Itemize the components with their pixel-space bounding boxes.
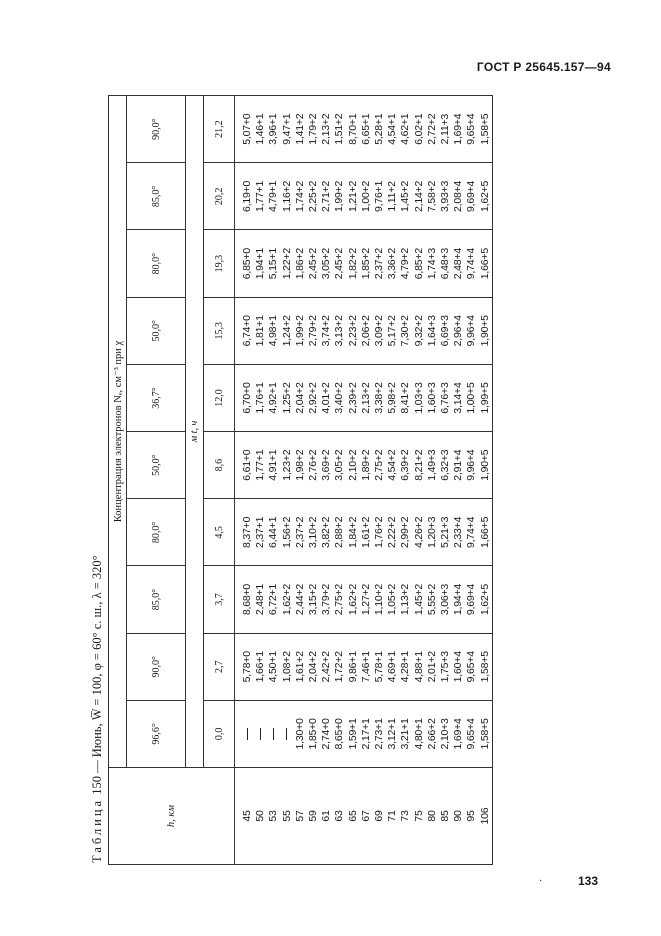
value-cell: 1,76+2 <box>373 499 386 566</box>
dash-mark <box>260 728 261 740</box>
value-cell: 2,45+2 <box>307 230 320 297</box>
angle-header: 80,0° <box>127 499 186 566</box>
value-cell: 3,96+1 <box>267 96 280 163</box>
value-cell: 1,20+3 <box>426 499 439 566</box>
height-cell: 95 <box>465 768 478 865</box>
time-label: м t, ч <box>186 96 204 768</box>
value-cell: 3,82+2 <box>320 499 333 566</box>
table-row <box>413 96 426 865</box>
value-cell: 2,14+2 <box>413 163 426 230</box>
value-cell: 1,85+2 <box>360 230 373 297</box>
value-cell: 1,58+5 <box>479 633 493 700</box>
value-cell: 3,09+2 <box>373 297 386 364</box>
value-cell: 1,85+0 <box>307 700 320 767</box>
value-cell: 6,76+3 <box>439 364 452 431</box>
angle-header: 80,0° <box>127 230 186 297</box>
value-cell: 1,56+2 <box>281 499 294 566</box>
value-cell: 4,50+1 <box>267 633 280 700</box>
value-cell: 2,04+2 <box>307 633 320 700</box>
value-cell: 2,75+2 <box>373 432 386 499</box>
value-cell: 2,73+1 <box>373 700 386 767</box>
value-cell: 2,48+1 <box>254 566 267 633</box>
height-cell: 61 <box>320 768 333 865</box>
table-body <box>235 96 493 865</box>
height-cell: 67 <box>360 768 373 865</box>
group-header: Концентрация электронов Nₑ, см⁻³ при χ <box>109 96 127 768</box>
value-cell: 1,62+5 <box>479 566 493 633</box>
value-cell: 2,01+2 <box>426 633 439 700</box>
table-caption-prefix: Таблица <box>90 797 104 863</box>
value-cell: 4,98+1 <box>267 297 280 364</box>
height-cell: 80 <box>426 768 439 865</box>
value-cell: 2,04+2 <box>294 364 307 431</box>
empty-value-cell <box>235 700 255 767</box>
value-cell: 1,77+1 <box>254 432 267 499</box>
table-caption-main: 150 — Июнь, W̅ = 100, φ = 60° с. ш., λ = 320° <box>90 555 104 795</box>
value-cell: 8,70+1 <box>347 96 360 163</box>
value-cell: 8,41+2 <box>399 364 412 431</box>
table-row <box>267 96 280 865</box>
value-cell: 1,03+3 <box>413 364 426 431</box>
value-cell: 1,62+2 <box>347 566 360 633</box>
value-cell: 4,80+1 <box>413 700 426 767</box>
value-cell: 1,23+2 <box>281 432 294 499</box>
table-caption <box>86 95 108 865</box>
height-cell: 90 <box>452 768 465 865</box>
table-row <box>333 96 346 865</box>
value-cell: 1,41+2 <box>294 96 307 163</box>
value-cell: 1,11+2 <box>386 163 399 230</box>
value-cell: 9,76+1 <box>373 163 386 230</box>
table-row <box>399 96 412 865</box>
value-cell: 4,26+2 <box>413 499 426 566</box>
value-cell: 5,78+1 <box>373 633 386 700</box>
value-cell: 4,54+2 <box>386 432 399 499</box>
value-cell: 1,61+2 <box>360 499 373 566</box>
height-cell: 63 <box>333 768 346 865</box>
table-row <box>254 96 267 865</box>
value-cell: 2,06+2 <box>360 297 373 364</box>
angle-header: 85,0° <box>127 163 186 230</box>
value-cell: 2,10+2 <box>347 432 360 499</box>
value-cell: 2,13+2 <box>320 96 333 163</box>
time-header: 12,0 <box>204 364 235 431</box>
value-cell: 2,22+2 <box>386 499 399 566</box>
table-row <box>452 96 465 865</box>
value-cell: 1,76+1 <box>254 364 267 431</box>
value-cell: 3,38+2 <box>373 364 386 431</box>
value-cell: 1,81+1 <box>254 297 267 364</box>
time-header: 15,3 <box>204 297 235 364</box>
height-cell: 85 <box>439 768 452 865</box>
value-cell: 1,69+4 <box>452 700 465 767</box>
height-cell: 53 <box>267 768 280 865</box>
value-cell: 5,17+2 <box>386 297 399 364</box>
value-cell: 3,36+2 <box>386 230 399 297</box>
table-row <box>373 96 386 865</box>
value-cell: 5,28+1 <box>373 96 386 163</box>
empty-value-cell <box>254 700 267 767</box>
value-cell: 9,32+2 <box>413 297 426 364</box>
value-cell: 7,58+2 <box>426 163 439 230</box>
value-cell: 1,69+4 <box>452 96 465 163</box>
value-cell: 1,00+2 <box>360 163 373 230</box>
value-cell: 3,69+2 <box>320 432 333 499</box>
value-cell: 4,01+2 <box>320 364 333 431</box>
value-cell: 1,05+2 <box>386 566 399 633</box>
value-cell: 3,74+2 <box>320 297 333 364</box>
angle-header: 96,6° <box>127 700 186 767</box>
angle-header: 90,0° <box>127 633 186 700</box>
value-cell: 5,07+0 <box>235 96 255 163</box>
height-cell: 73 <box>399 768 412 865</box>
value-cell: 6,48+3 <box>439 230 452 297</box>
time-header: 21,2 <box>204 96 235 163</box>
value-cell: 6,70+0 <box>235 364 255 431</box>
value-cell: 1,62+5 <box>479 163 493 230</box>
value-cell: 6,69+3 <box>439 297 452 364</box>
value-cell: 1,45+2 <box>399 163 412 230</box>
value-cell: 3,05+2 <box>333 432 346 499</box>
rotated-table-block <box>86 95 516 865</box>
empty-value-cell <box>267 700 280 767</box>
value-cell: 1,21+2 <box>347 163 360 230</box>
value-cell: 1,13+2 <box>399 566 412 633</box>
value-cell: 1,62+2 <box>281 566 294 633</box>
time-header: 8,6 <box>204 432 235 499</box>
time-header: 2,7 <box>204 633 235 700</box>
value-cell: 7,46+1 <box>360 633 373 700</box>
value-cell: 1,74+2 <box>294 163 307 230</box>
value-cell: 1,99+2 <box>294 297 307 364</box>
value-cell: 2,76+2 <box>307 432 320 499</box>
value-cell: 2,74+0 <box>320 700 333 767</box>
value-cell: 1,08+2 <box>281 633 294 700</box>
value-cell: 2,13+2 <box>360 364 373 431</box>
value-cell: 9,69+4 <box>465 163 478 230</box>
value-cell: 8,68+0 <box>235 566 255 633</box>
value-cell: 1,79+2 <box>307 96 320 163</box>
value-cell: 2,33+4 <box>452 499 465 566</box>
height-cell: 69 <box>373 768 386 865</box>
value-cell: 2,23+2 <box>347 297 360 364</box>
time-header: 19,3 <box>204 230 235 297</box>
value-cell: 9,65+4 <box>465 700 478 767</box>
value-cell: 1,98+2 <box>294 432 307 499</box>
value-cell: 7,30+2 <box>399 297 412 364</box>
value-cell: 4,91+1 <box>267 432 280 499</box>
angle-header: 50,0° <box>127 432 186 499</box>
value-cell: 3,15+2 <box>307 566 320 633</box>
value-cell: 2,96+4 <box>452 297 465 364</box>
value-cell: 9,74+4 <box>465 499 478 566</box>
height-cell: 71 <box>386 768 399 865</box>
table-row <box>320 96 333 865</box>
value-cell: 2,99+2 <box>399 499 412 566</box>
value-cell: 4,79+2 <box>399 230 412 297</box>
value-cell: 2,72+2 <box>426 96 439 163</box>
value-cell: 2,37+2 <box>373 230 386 297</box>
value-cell: 6,72+1 <box>267 566 280 633</box>
table-row <box>426 96 439 865</box>
value-cell: 3,14+4 <box>452 364 465 431</box>
value-cell: 2,91+4 <box>452 432 465 499</box>
height-column-header: h, км <box>109 768 235 865</box>
value-cell: 4,62+1 <box>399 96 412 163</box>
value-cell: 2,39+2 <box>347 364 360 431</box>
value-cell: 9,65+4 <box>465 96 478 163</box>
value-cell: 1,82+2 <box>347 230 360 297</box>
value-cell: 5,15+1 <box>267 230 280 297</box>
value-cell: 2,44+2 <box>294 566 307 633</box>
table-row <box>439 96 452 865</box>
value-cell: 1,46+1 <box>254 96 267 163</box>
value-cell: 1,61+2 <box>294 633 307 700</box>
value-cell: 1,51+2 <box>333 96 346 163</box>
height-cell: 55 <box>281 768 294 865</box>
value-cell: 2,79+2 <box>307 297 320 364</box>
value-cell: 9,69+4 <box>465 566 478 633</box>
table-row <box>281 96 294 865</box>
value-cell: 1,66+5 <box>479 499 493 566</box>
value-cell: 1,90+5 <box>479 297 493 364</box>
value-cell: 1,49+3 <box>426 432 439 499</box>
value-cell: 6,74+0 <box>235 297 255 364</box>
height-cell: 59 <box>307 768 320 865</box>
time-header: 20,2 <box>204 163 235 230</box>
value-cell: 9,65+4 <box>465 633 478 700</box>
value-cell: 1,64+3 <box>426 297 439 364</box>
value-cell: 6,65+1 <box>360 96 373 163</box>
height-cell: 106 <box>479 768 493 865</box>
value-cell: 8,65+0 <box>333 700 346 767</box>
dash-mark <box>273 728 274 740</box>
height-cell: 50 <box>254 768 267 865</box>
angles-row <box>127 96 186 865</box>
value-cell: 6,85+0 <box>235 230 255 297</box>
value-cell: 2,92+2 <box>307 364 320 431</box>
time-header: 3,7 <box>204 566 235 633</box>
height-cell: 45 <box>235 768 255 865</box>
times-row <box>204 96 235 865</box>
value-cell: 1,22+2 <box>281 230 294 297</box>
value-cell: 1,94+1 <box>254 230 267 297</box>
value-cell: 3,40+2 <box>333 364 346 431</box>
value-cell: 4,79+1 <box>267 163 280 230</box>
speck-mark: · <box>539 876 543 887</box>
value-cell: 6,32+3 <box>439 432 452 499</box>
value-cell: 1,30+0 <box>294 700 307 767</box>
value-cell: 1,99+5 <box>479 364 493 431</box>
value-cell: 1,00+5 <box>465 364 478 431</box>
value-cell: 2,11+3 <box>439 96 452 163</box>
value-cell: 4,92+1 <box>267 364 280 431</box>
value-cell: 4,88+1 <box>413 633 426 700</box>
value-cell: 1,66+1 <box>254 633 267 700</box>
dash-mark <box>286 728 287 740</box>
value-cell: 9,96+4 <box>465 432 478 499</box>
value-cell: 2,37+1 <box>254 499 267 566</box>
value-cell: 1,10+2 <box>373 566 386 633</box>
table-row <box>360 96 373 865</box>
value-cell: 5,55+2 <box>426 566 439 633</box>
value-cell: 1,89+2 <box>360 432 373 499</box>
value-cell: 2,88+2 <box>333 499 346 566</box>
value-cell: 9,47+1 <box>281 96 294 163</box>
table-row <box>465 96 478 865</box>
height-cell: 75 <box>413 768 426 865</box>
value-cell: 2,37+2 <box>294 499 307 566</box>
value-cell: 4,69+1 <box>386 633 399 700</box>
time-header: 4,5 <box>204 499 235 566</box>
value-cell: 1,58+5 <box>479 700 493 767</box>
value-cell: 3,06+3 <box>439 566 452 633</box>
height-cell: 65 <box>347 768 360 865</box>
angle-header: 90,0° <box>127 96 186 163</box>
value-cell: 9,96+4 <box>465 297 478 364</box>
value-cell: 1,66+5 <box>479 230 493 297</box>
value-cell: 1,24+2 <box>281 297 294 364</box>
value-cell: 6,19+0 <box>235 163 255 230</box>
value-cell: 2,10+3 <box>439 700 452 767</box>
value-cell: 3,05+2 <box>320 230 333 297</box>
value-cell: 6,39+2 <box>399 432 412 499</box>
value-cell: 3,79+2 <box>320 566 333 633</box>
value-cell: 8,21+2 <box>413 432 426 499</box>
value-cell: 1,16+2 <box>281 163 294 230</box>
value-cell: 6,44+1 <box>267 499 280 566</box>
value-cell: 5,98+2 <box>386 364 399 431</box>
electron-density-table <box>108 95 493 865</box>
value-cell: 8,37+0 <box>235 499 255 566</box>
value-cell: 6,61+0 <box>235 432 255 499</box>
value-cell: 2,08+4 <box>452 163 465 230</box>
value-cell: 3,10+2 <box>307 499 320 566</box>
height-cell: 57 <box>294 768 307 865</box>
value-cell: 2,17+1 <box>360 700 373 767</box>
value-cell: 1,84+2 <box>347 499 360 566</box>
value-cell: 1,60+4 <box>452 633 465 700</box>
value-cell: 4,28+1 <box>399 633 412 700</box>
table-row <box>347 96 360 865</box>
dash-mark <box>247 728 248 740</box>
value-cell: 1,77+1 <box>254 163 267 230</box>
value-cell: 1,90+5 <box>479 432 493 499</box>
value-cell: 2,45+2 <box>333 230 346 297</box>
time-header: 0,0 <box>204 700 235 767</box>
page-number: 133 <box>578 874 599 888</box>
value-cell: 1,75+3 <box>439 633 452 700</box>
value-cell: 3,12+1 <box>386 700 399 767</box>
value-cell: 2,48+4 <box>452 230 465 297</box>
value-cell: 5,78+0 <box>235 633 255 700</box>
value-cell: 2,42+2 <box>320 633 333 700</box>
value-cell: 1,45+2 <box>413 566 426 633</box>
value-cell: 1,59+1 <box>347 700 360 767</box>
value-cell: 6,02+1 <box>413 96 426 163</box>
table-row <box>307 96 320 865</box>
value-cell: 1,25+2 <box>281 364 294 431</box>
value-cell: 1,60+3 <box>426 364 439 431</box>
value-cell: 1,74+3 <box>426 230 439 297</box>
table-row <box>235 96 255 865</box>
value-cell: 1,72+2 <box>333 633 346 700</box>
value-cell: 1,86+2 <box>294 230 307 297</box>
value-cell: 2,75+2 <box>333 566 346 633</box>
value-cell: 2,25+2 <box>307 163 320 230</box>
table-row <box>386 96 399 865</box>
value-cell: 1,58+5 <box>479 96 493 163</box>
angle-header: 50,0° <box>127 297 186 364</box>
value-cell: 4,54+1 <box>386 96 399 163</box>
table-row <box>294 96 307 865</box>
angle-header: 36,7° <box>127 364 186 431</box>
value-cell: 1,94+4 <box>452 566 465 633</box>
value-cell: 1,99+2 <box>333 163 346 230</box>
value-cell: 5,21+3 <box>439 499 452 566</box>
value-cell: 3,93+3 <box>439 163 452 230</box>
value-cell: 6,85+2 <box>413 230 426 297</box>
value-cell: 1,27+2 <box>360 566 373 633</box>
table-row <box>479 96 493 865</box>
value-cell: 2,66+2 <box>426 700 439 767</box>
value-cell: 9,86+1 <box>347 633 360 700</box>
empty-value-cell <box>281 700 294 767</box>
value-cell: 3,13+2 <box>333 297 346 364</box>
value-cell: 9,74+4 <box>465 230 478 297</box>
value-cell: 2,71+2 <box>320 163 333 230</box>
value-cell: 3,21+1 <box>399 700 412 767</box>
document-header: ГОСТ Р 25645.157—94 <box>476 60 611 74</box>
angle-header: 85,0° <box>127 566 186 633</box>
